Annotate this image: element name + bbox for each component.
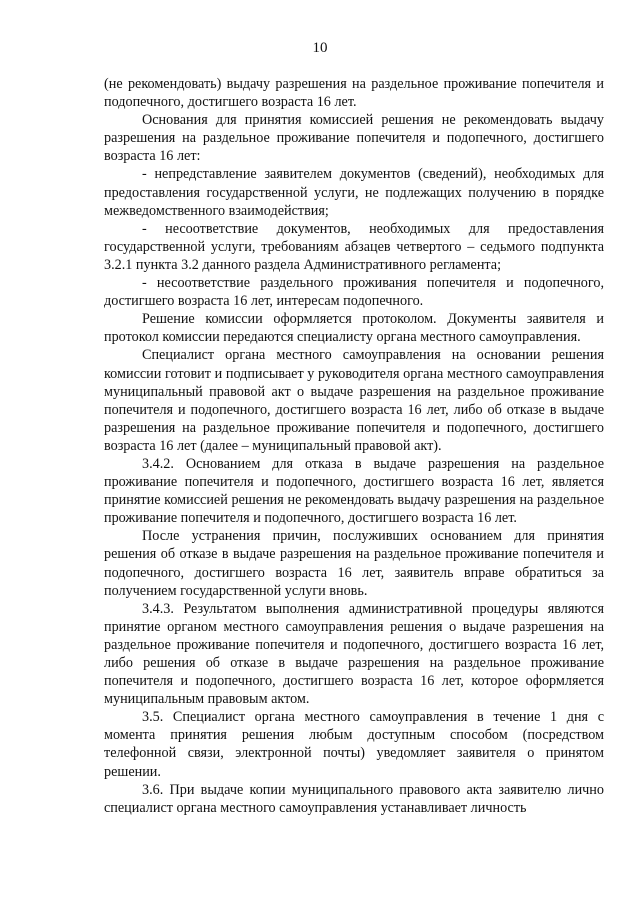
paragraph-refusal-grounds-intro: Основания для принятия комиссией решения не рекомендовать выдачу разрешения на раздельное проживание попечителя и подопечного, достигшего возраста 16 лет: <box>104 112 604 165</box>
list-item-interests-mismatch: - несоответствие раздельного проживания попечителя и подопечного, достигшего возраста 16 лет, интересам подопечного. <box>104 275 604 310</box>
list-item-document-mismatch: - несоответствие документов, необходимых для предоставления государственной услуги, требованиям абзацев четвертого – седьмого подпункта 3.2.1 пункта 3.2 данного раздела Административного регламента; <box>104 220 604 273</box>
paragraph-reapply: После устранения причин, послуживших основанием для принятия решения об отказе в выдаче разрешения на раздельное проживание попечителя и подопечного, достигшего возраста 16 лет, заявитель вправе обратиться за получением государственной услуги вновь. <box>104 528 604 599</box>
paragraph-3-4-3: 3.4.3. Результатом выполнения административной процедуры являются принятие органом местного самоуправления решения о выдаче разрешения на раздельное проживание попечителя и подопечного, достигшего возраста 16 лет, либо решения об отказе в выдаче разрешения на раздельное проживание попечителя и подопечного, достигшего возраста 16 лет, которое оформляется муниципальным правовым актом. <box>104 600 604 708</box>
paragraph-3-5: 3.5. Специалист органа местного самоуправления в течение 1 дня с момента принятия решения любым доступным способом (посредством телефонной связи, электронной почты) уведомляет заявителя о принятом решении. <box>104 709 604 780</box>
paragraph-specialist-prepares-act: Специалист органа местного самоуправления на основании решения комиссии готовит и подписывает у руководителя органа местного самоуправления муниципальный правовой акт о выдаче разрешения на раздельное проживание попечителя и подопечного, достигшего возраста 16 лет, либо об отказе в выдаче разрешения на раздельное проживание попечителя и подопечного, достигшего возраста 16 лет (далее – муниципальный правовой акт). <box>104 347 604 454</box>
paragraph-3-4-2: 3.4.2. Основанием для отказа в выдаче разрешения на раздельное проживание попечителя и подопечного, достигшего возраста 16 лет, является принятие комиссией решения не рекомендовать выдачу разрешения на раздельное проживание попечителя и подопечного, достигшего возраста 16 лет. <box>104 455 604 527</box>
page-number: 10 <box>312 40 328 56</box>
paragraph-commission-protocol: Решение комиссии оформляется протоколом. Документы заявителя и протокол комиссии передаются специалисту органа местного самоуправления. <box>104 311 604 346</box>
document-body <box>104 75 604 817</box>
paragraph-3-6: 3.6. При выдаче копии муниципального правового акта заявителю лично специалист органа местного самоуправления устанавливает личность <box>104 781 604 816</box>
list-item-no-documents: - непредставление заявителем документов (сведений), необходимых для предоставления государственной услуги, не подлежащих получению в порядке межведомственного взаимодействия; <box>104 166 604 219</box>
paragraph-decision-continuation: (не рекомендовать) выдачу разрешения на раздельное проживание попечителя и подопечного, достигшего возраста 16 лет. <box>104 76 604 111</box>
